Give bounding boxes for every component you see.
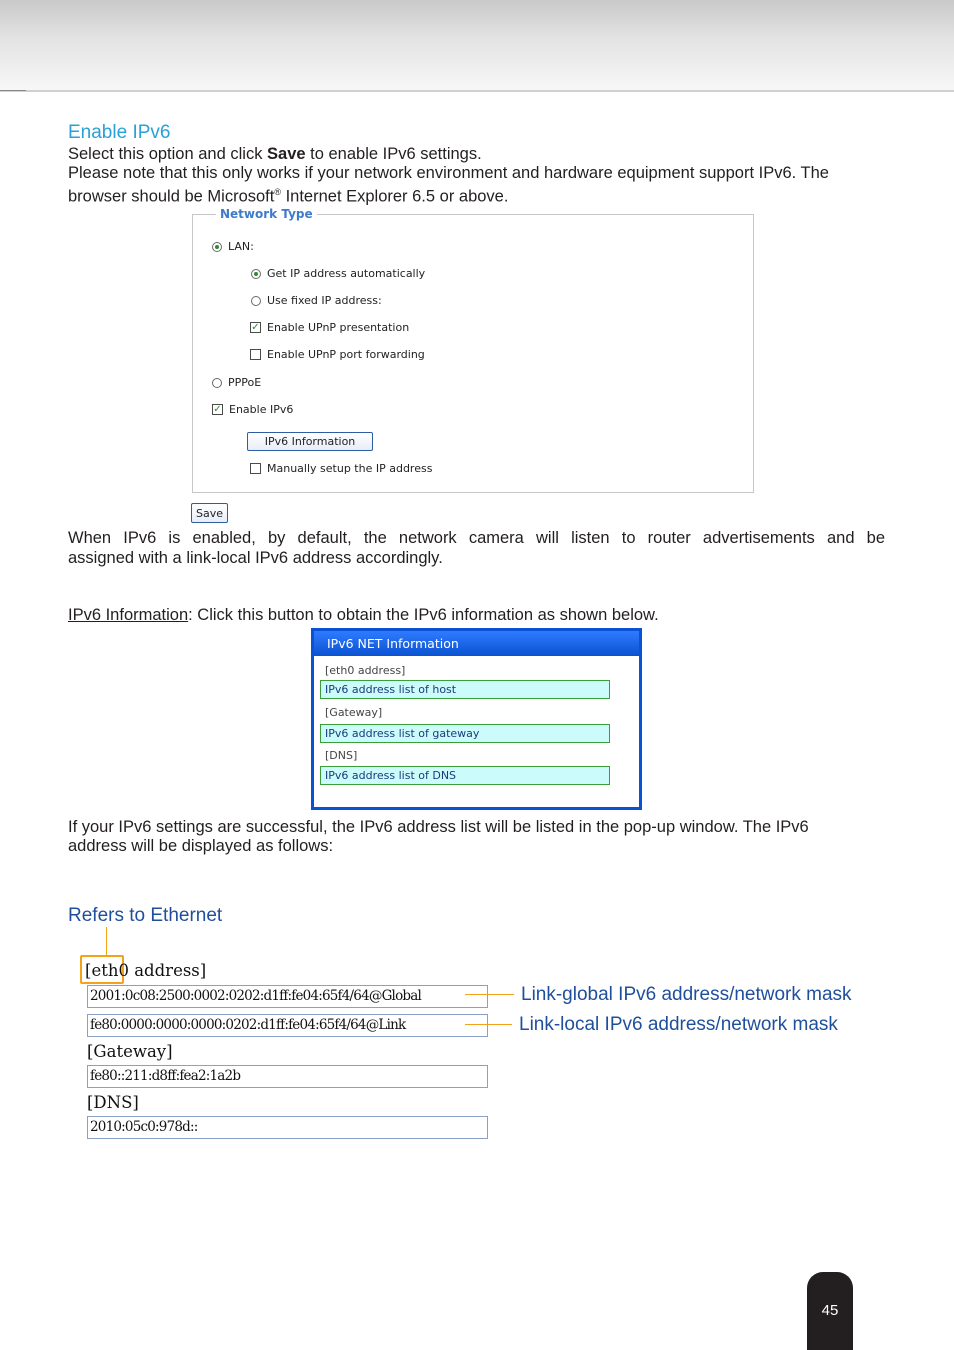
- eth0-bracket: [: [85, 961, 92, 980]
- use-fixed-ip-label: Use fixed IP address:: [267, 294, 382, 307]
- upnp-port-forwarding-option[interactable]: [250, 348, 425, 361]
- eth0-label-rest: address]: [128, 961, 207, 980]
- use-fixed-ip-radio[interactable]: [251, 296, 261, 306]
- page-number: 45: [821, 1302, 839, 1319]
- get-ip-auto-label: Get IP address automatically: [267, 267, 426, 280]
- manually-setup-option[interactable]: [250, 462, 432, 475]
- enable-ipv6-option[interactable]: [212, 403, 293, 416]
- popup-eth0-label: [eth0 address]: [325, 664, 406, 677]
- ipv6-information-desc: : Click this button to obtain the IPv6 information as shown below.: [188, 606, 659, 624]
- ipv6-information-para: [68, 606, 885, 625]
- line1-text-end: to enable IPv6 settings.: [305, 145, 482, 163]
- eth0-address-label: [85, 961, 206, 980]
- refers-to-ethernet-heading: Refers to Ethernet: [68, 905, 223, 926]
- global-callout-line: [465, 994, 514, 995]
- enable-ipv6-line3: [68, 183, 885, 207]
- pppoe-radio[interactable]: [212, 378, 222, 388]
- dns-label: [DNS]: [87, 1093, 139, 1112]
- enable-ipv6-heading: Enable IPv6: [68, 122, 171, 143]
- gateway-label: [Gateway]: [87, 1042, 173, 1061]
- save-button[interactable]: Save: [191, 503, 228, 523]
- use-fixed-ip-option[interactable]: [251, 294, 382, 307]
- upnp-port-forwarding-label: Enable UPnP port forwarding: [267, 348, 425, 361]
- link-address-field[interactable]: fe80:0000:0000:0000:0202:d1ff:fe04:65f4/64@Link: [87, 1014, 488, 1037]
- registered-mark: ®: [274, 187, 281, 197]
- get-ip-auto-radio[interactable]: [251, 269, 261, 279]
- gateway-address-field[interactable]: fe80::211:d8ff:fea2:1a2b: [87, 1065, 488, 1088]
- upnp-presentation-checkbox[interactable]: ✓: [251, 322, 260, 333]
- popup-gateway-label: [Gateway]: [325, 706, 383, 719]
- ipv6-net-information-window: [311, 628, 642, 810]
- dns-address-field[interactable]: 2010:05c0:978d::: [87, 1116, 488, 1139]
- network-type-legend: Network Type: [216, 207, 317, 221]
- local-address-callout: Link-local IPv6 address/network mask: [519, 1014, 838, 1035]
- eth0-callout-line: [106, 927, 107, 955]
- popup-host-address-list[interactable]: IPv6 address list of host: [320, 680, 610, 699]
- popup-gateway-address-list[interactable]: IPv6 address list of gateway: [320, 724, 610, 743]
- ipv6-information-button[interactable]: IPv6 Information: [247, 432, 373, 451]
- lan-radio[interactable]: [212, 242, 222, 252]
- success-para-line1: If your IPv6 settings are successful, the IPv6 address list will be listed in the pop-up window. The IPv6: [68, 818, 809, 836]
- enable-ipv6-label: Enable IPv6: [229, 403, 294, 416]
- get-ip-auto-option[interactable]: [251, 267, 425, 280]
- line1-text: Select this option and click: [68, 145, 268, 163]
- enable-ipv6-line2: Please note that this only works if your network environment and hardware equipment support IPv6. The: [68, 164, 829, 182]
- popup-title: IPv6 NET Information: [314, 631, 639, 656]
- header-rule: [0, 90, 26, 91]
- pppoe-option[interactable]: [212, 376, 261, 389]
- success-para-line2: address will be displayed as follows:: [68, 837, 334, 855]
- manually-setup-label: Manually setup the IP address: [267, 462, 433, 475]
- global-address-field[interactable]: 2001:0c08:2500:0002:0202:d1ff:fe04:65f4/64@Global: [87, 985, 488, 1008]
- popup-dns-address-list[interactable]: IPv6 address list of DNS: [320, 766, 610, 785]
- manually-setup-checkbox[interactable]: [250, 463, 261, 474]
- page-header-band: [0, 0, 954, 92]
- save-keyword: Save: [267, 145, 306, 163]
- enable-ipv6-line1: [68, 145, 885, 164]
- line3-text-end: Internet Explorer 6.5 or above.: [280, 187, 509, 206]
- ipv6-enabled-para-line2: assigned with a link-local IPv6 address accordingly.: [68, 549, 443, 567]
- local-callout-line: [465, 1024, 512, 1025]
- enable-ipv6-checkbox[interactable]: ✓: [213, 404, 222, 415]
- eth0-name: eth0: [91, 961, 129, 980]
- lan-option[interactable]: [212, 240, 254, 253]
- lan-label: LAN:: [228, 240, 254, 253]
- upnp-port-forwarding-checkbox[interactable]: [250, 349, 261, 360]
- ipv6-information-term: IPv6 Information: [68, 606, 189, 624]
- line3-text: browser should be Microsoft: [68, 187, 275, 206]
- upnp-presentation-option[interactable]: [250, 321, 409, 334]
- pppoe-label: PPPoE: [228, 376, 262, 389]
- popup-dns-label: [DNS]: [325, 749, 358, 762]
- ipv6-enabled-para-line1: When IPv6 is enabled, by default, the network camera will listen to router advertisements and be: [68, 529, 885, 547]
- global-address-callout: Link-global IPv6 address/network mask: [521, 984, 852, 1005]
- upnp-presentation-label: Enable UPnP presentation: [267, 321, 410, 334]
